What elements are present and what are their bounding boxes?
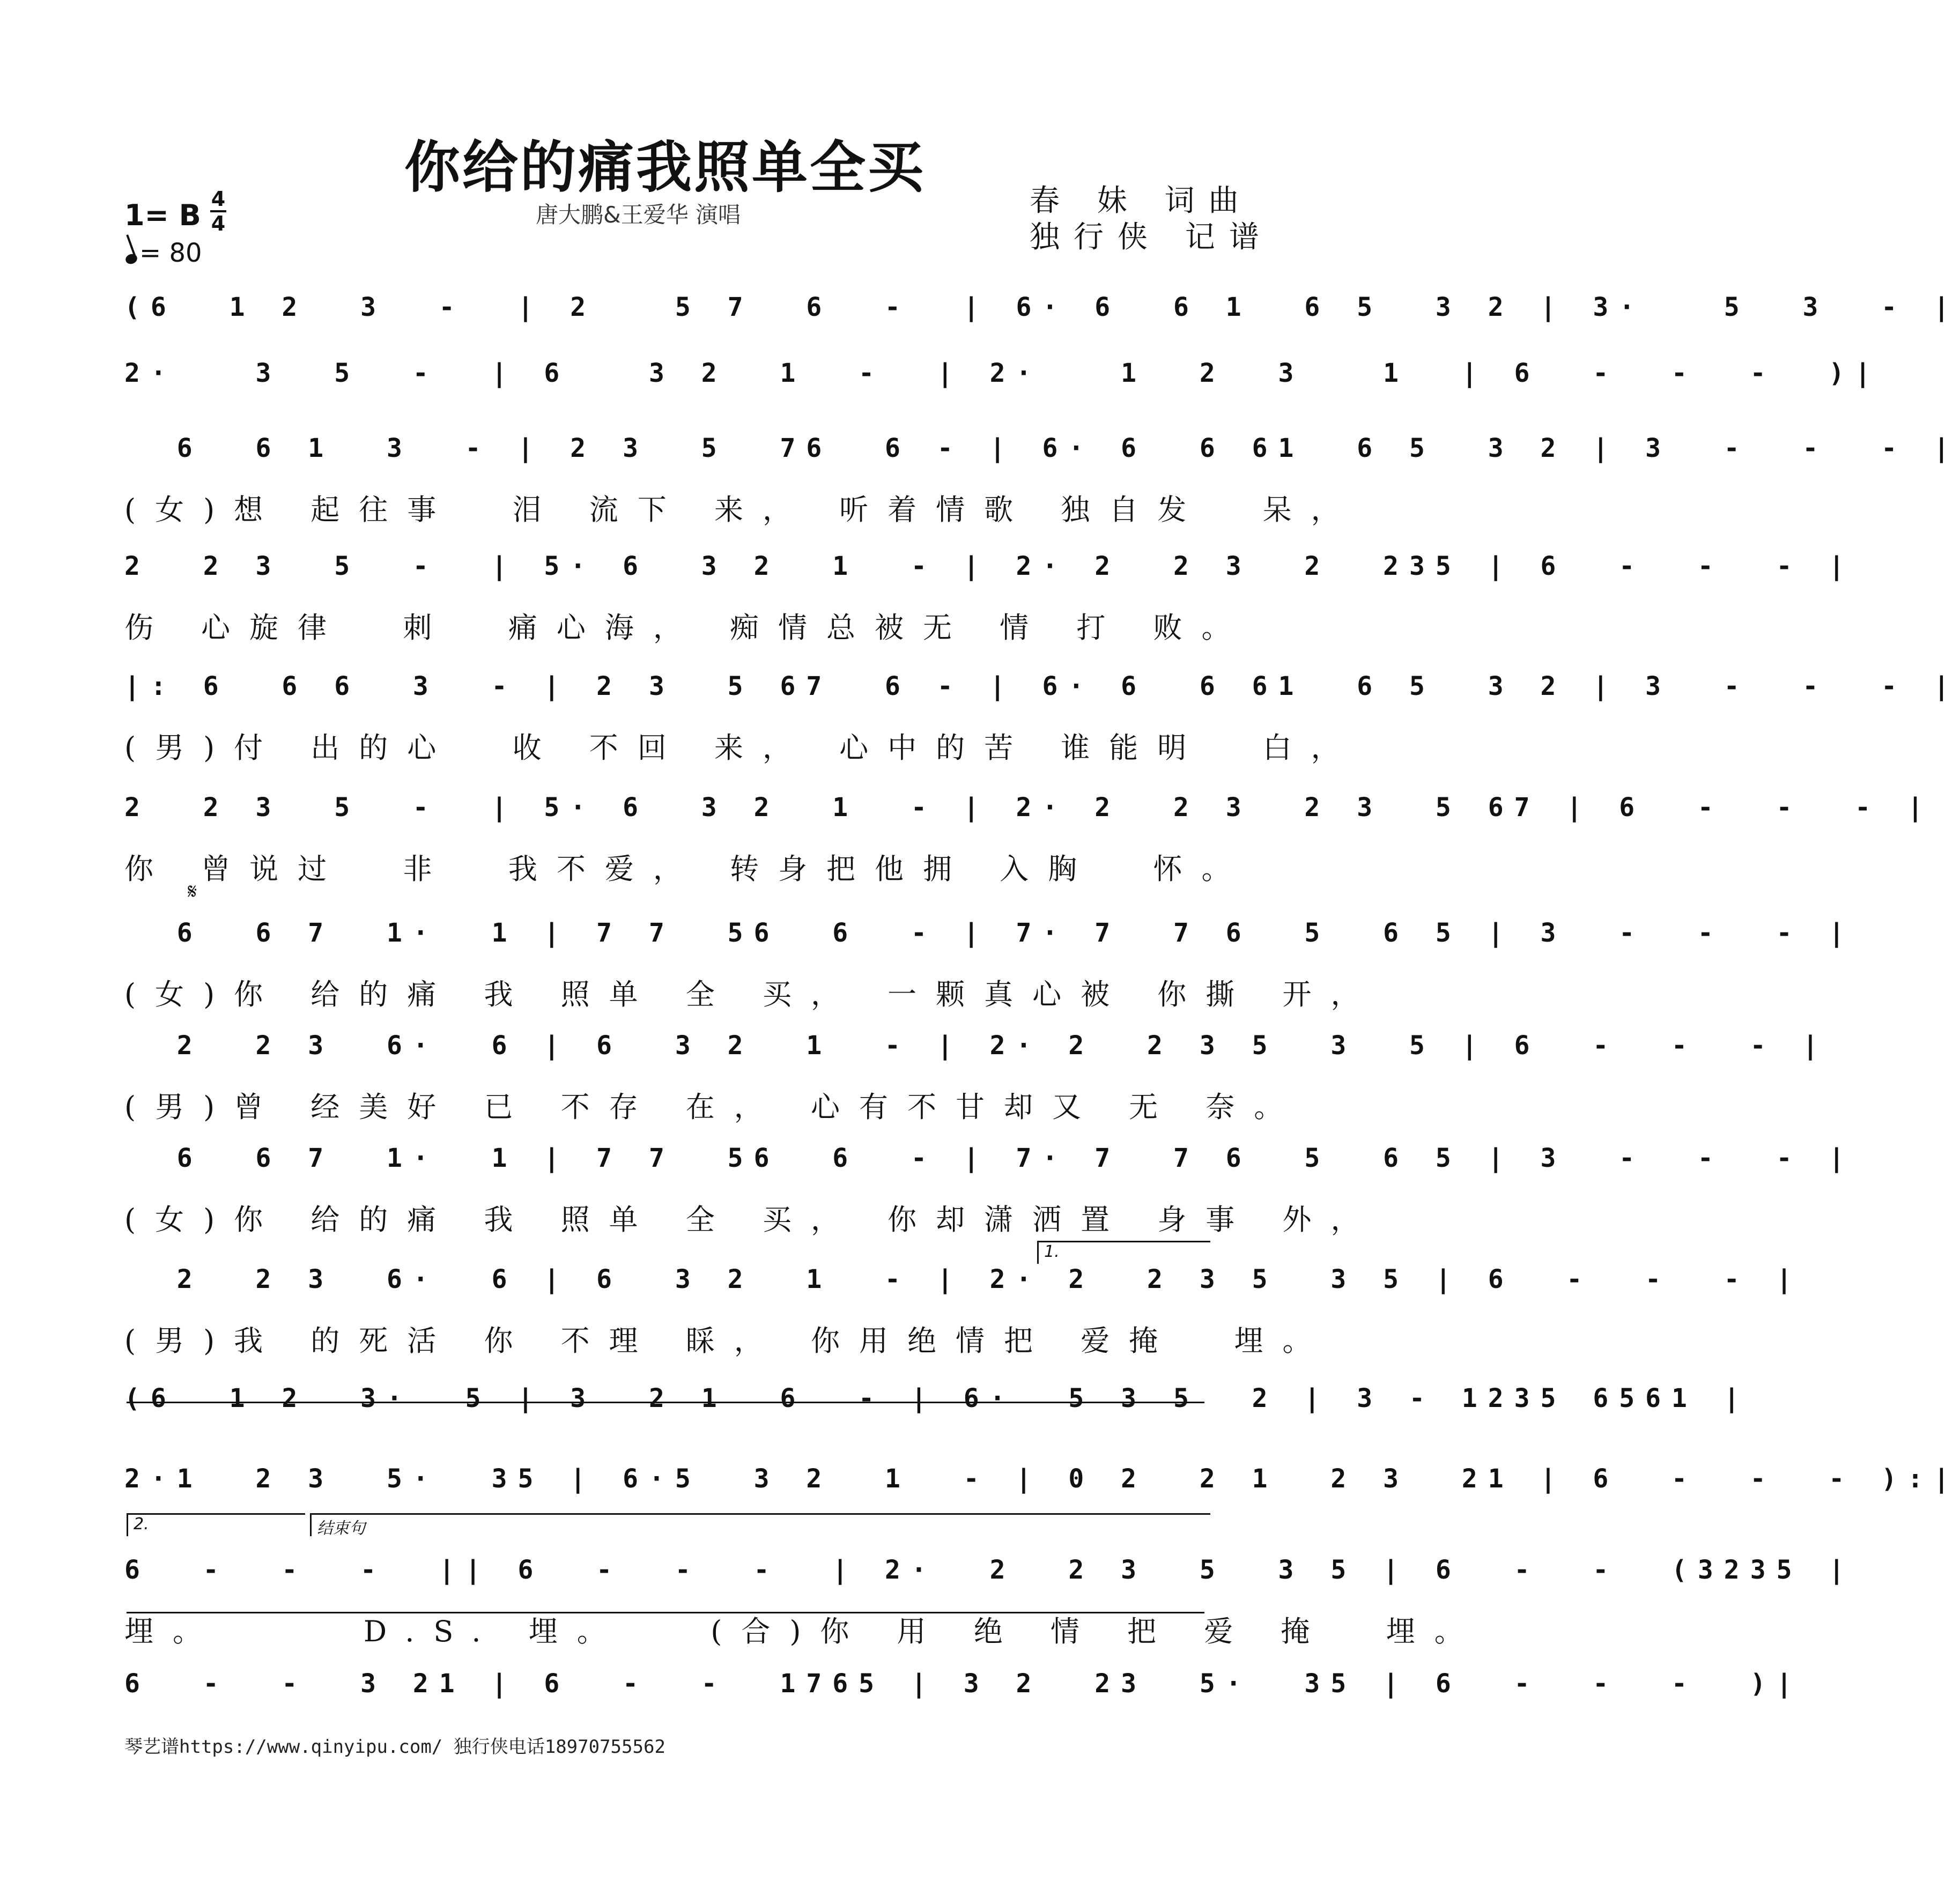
time-numerator: 4 [211, 187, 226, 211]
time-signature [210, 189, 226, 234]
volta-2: 2. [127, 1513, 305, 1536]
notation: 2 2 3 5 - | 5· 6 3 2 1 - | 2· 2 2 3 2 235 | 6 - - - | [124, 551, 1855, 581]
notation: (6 1 2 3· 5 | 3 2 1 6 - | 6· 5 3 5 2 | 3 - 1235 6561 | [124, 1383, 1750, 1413]
notation: 6 6 7 1· 1 | 7 7 56 6 - | 7· 7 7 6 5 6 5 | 3 - - - | [124, 1143, 1855, 1173]
tempo-marking [125, 238, 202, 268]
tempo-value: = 80 [139, 238, 202, 268]
volta-1: 1. [1037, 1241, 1210, 1264]
notation: 6 - - - || 6 - - - | 2· 2 2 3 5 3 5 | 6 - - (3235 | [124, 1555, 1855, 1585]
notation: 2· 3 5 - | 6 3 2 1 - | 2· 1 2 3 1 | 6 - - - )| [124, 358, 1882, 388]
lyric-line: (男)我 的死活 你 不理 睬， 你用绝情把 爱掩 埋。 [124, 1324, 1331, 1358]
singers: 唐大鹏&王爱华 演唱 [535, 202, 741, 228]
time-denominator: 4 [211, 212, 226, 235]
notation: 2 2 3 6· 6 | 6 3 2 1 - | 2· 2 2 3 5 3 5 | 6 - - - | [124, 1031, 1829, 1061]
notation: 2·1 2 3 5· 35 | 6·5 3 2 1 - | 0 2 2 1 2 3 21 | 6 - - - ):| [124, 1464, 1960, 1494]
lyric-line: 伤 心旋律 刺 痛心海， 痴情总被无 情 打 败。 [124, 611, 1250, 645]
credit-lyrics-music: 春 妹 词曲 [1030, 183, 1253, 218]
notation: 6 6 7 1· 1 | 7 7 56 6 - | 7· 7 7 6 5 6 5 | 3 - - - | [124, 918, 1855, 948]
lyric-line: 埋。 D.S. 埋。 (合)你 用 绝 情 把 爱 掩 埋。 [124, 1615, 1483, 1648]
lyric-line: (女)你 给的痛 我 照单 全 买， 你却潇洒置 身事 外， [124, 1203, 1379, 1236]
notation: 6 6 1 3 - | 2 3 5 76 6 - | 6· 6 6 61 6 5 3 2 | 3 - - - | [124, 433, 1960, 463]
page-title: 你给的痛我照单全买 [404, 134, 926, 200]
lyric-line: (男)付 出的心 收 不回 来， 心中的苦 谁能明 白， [124, 731, 1359, 765]
notation: 2 2 3 5 - | 5· 6 3 2 1 - | 2· 2 2 3 2 3 5 67 | 6 - - - | [124, 793, 1934, 823]
coda-label: 结束句 [310, 1513, 1210, 1536]
key-signature: 1= B [124, 198, 201, 232]
notation: (6 1 2 3 - | 2 5 7 6 - | 6· 6 6 1 6 5 3 2 | 3· 5 3 - | [124, 292, 1960, 322]
system-brace-line [127, 1612, 1204, 1613]
quarter-note-icon [124, 253, 139, 265]
footer-text: 琴艺谱https://www.qinyipu.com/ 独行侠电话18970755562 [124, 1736, 665, 1758]
system-brace-line [127, 1402, 1204, 1403]
notation: 2 2 3 6· 6 | 6 3 2 1 - | 2· 2 2 3 5 3 5 | 6 - - - | [124, 1264, 1803, 1294]
segno-icon: 𝄋 [188, 879, 197, 904]
notation: |: 6 6 6 3 - | 2 3 5 67 6 - | 6· 6 6 61 6 5 3 2 | 3 - - - | [124, 671, 1960, 701]
lyric-line: 你 曾说过 非 我不爱， 转身把他拥 入胸 怀。 [124, 852, 1250, 886]
lyric-line: (男)曾 经美好 已 不存 在， 心有不甘却又 无 奈。 [124, 1090, 1303, 1124]
credit-transcriber: 独行侠 记谱 [1030, 220, 1273, 255]
lyric-line: (女)你 给的痛 我 照单 全 买， 一颗真心被 你撕 开， [124, 977, 1379, 1011]
notation: 6 - - 3 21 | 6 - - 1765 | 3 2 23 5· 35 | 6 - - - )| [124, 1669, 1803, 1699]
lyric-line: (女)想 起往事 泪 流下 来， 听着情歌 独自发 呆， [124, 493, 1359, 527]
